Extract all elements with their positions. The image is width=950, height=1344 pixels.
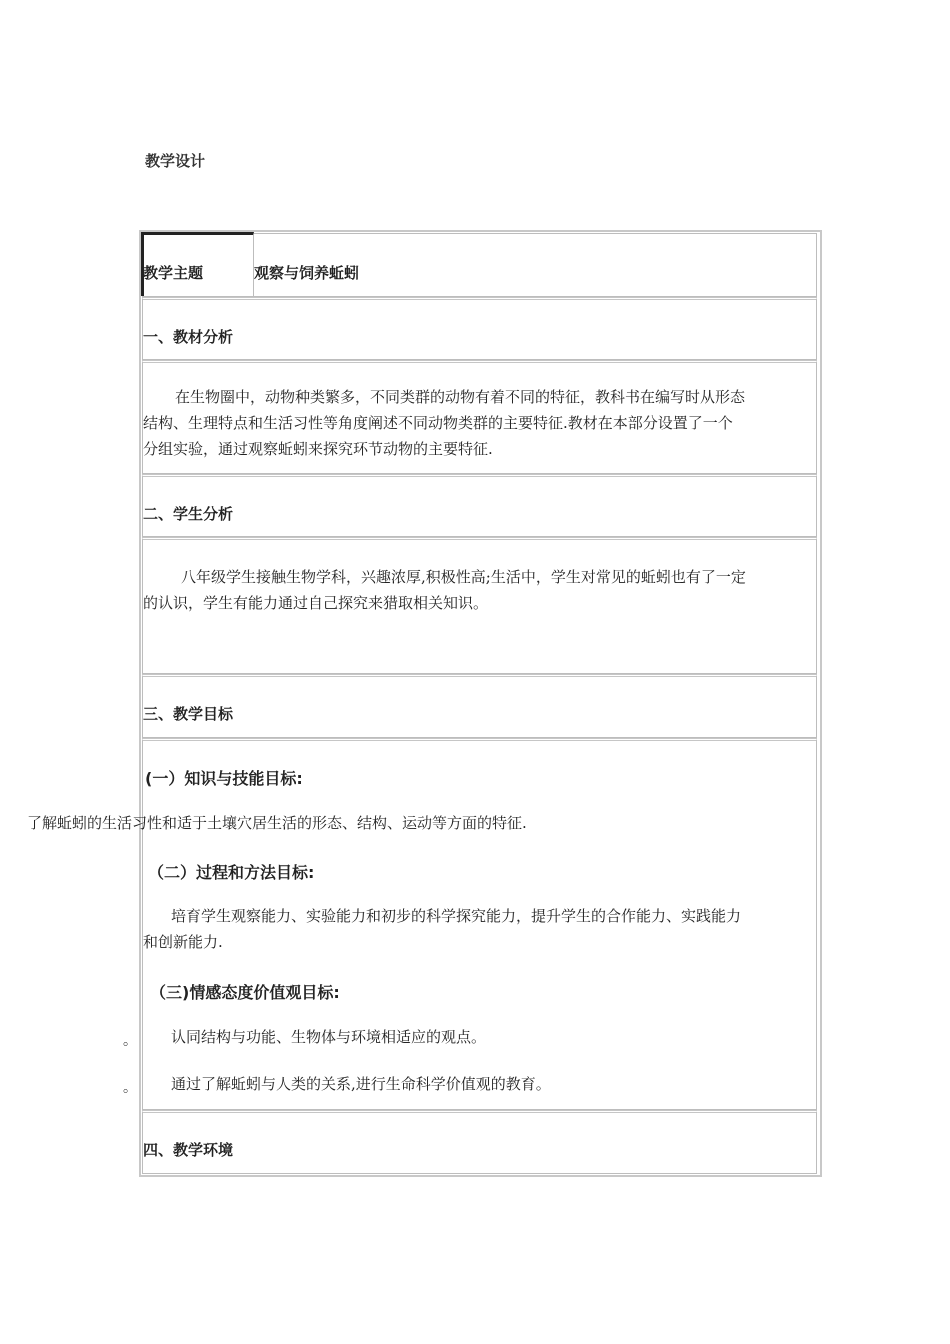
- section-row: [142, 297, 817, 360]
- goal1-text: 了解蚯蚓的生活习性和适于土壤穴居生活的形态、结构、运动等方面的特征.: [27, 814, 527, 832]
- material-line-1: 在生物圈中，动物种类繁多，不同类群的动物有着不同的特征，教科书在编写时从形态: [175, 388, 746, 406]
- material-line-2: 结构、生理特点和生活习性等角度阐述不同动物类群的主要特征.教材在本部分设置了一个: [143, 414, 733, 432]
- material-line-3: 分组实验，通过观察蚯蚓来探究环节动物的主要特征.: [143, 440, 493, 458]
- student-text: [143, 564, 823, 616]
- goal3-item-2: 通过了解蚯蚓与人类的关系,进行生命科学价值观的教育。: [171, 1075, 551, 1093]
- goal1-title: (一）知识与技能目标:: [145, 769, 303, 788]
- goal2-line-2: 和创新能力.: [143, 933, 223, 951]
- section-row: [142, 1110, 817, 1174]
- student-line-2: 的认识，学生有能力通过自己探究来猎取相关知识。: [143, 594, 489, 612]
- section-row: [142, 474, 817, 537]
- section-row: [142, 674, 817, 738]
- goal3-title: （三)情感态度价值观目标:: [150, 983, 340, 1002]
- section-heading-student: 二、学生分析: [143, 505, 234, 523]
- bullet-mark: 。: [123, 1033, 137, 1049]
- topic-value: 观察与饲养蚯蚓: [254, 264, 360, 282]
- document-title: 教学设计: [145, 152, 206, 170]
- student-line-1: 八年级学生接触生物学科，兴趣浓厚,积极性高;生活中，学生对常见的蚯蚓也有了一定: [181, 568, 746, 586]
- section-heading-goals: 三、教学目标: [143, 705, 234, 723]
- bullet-mark: 。: [123, 1080, 137, 1096]
- goal3-item-1: 认同结构与功能、生物体与环境相适应的观点。: [171, 1028, 487, 1046]
- goal2-line-1: 培育学生观察能力、实验能力和初步的科学探究能力，提升学生的合作能力、实践能力: [171, 907, 742, 925]
- section-heading-environment: 四、教学环境: [143, 1141, 234, 1159]
- goal2-title: （二）过程和方法目标:: [148, 863, 315, 882]
- topic-label: 教学主题: [143, 264, 204, 282]
- section-heading-material: 一、教材分析: [143, 328, 234, 346]
- material-text: [143, 384, 823, 462]
- goal2-text: [143, 903, 823, 955]
